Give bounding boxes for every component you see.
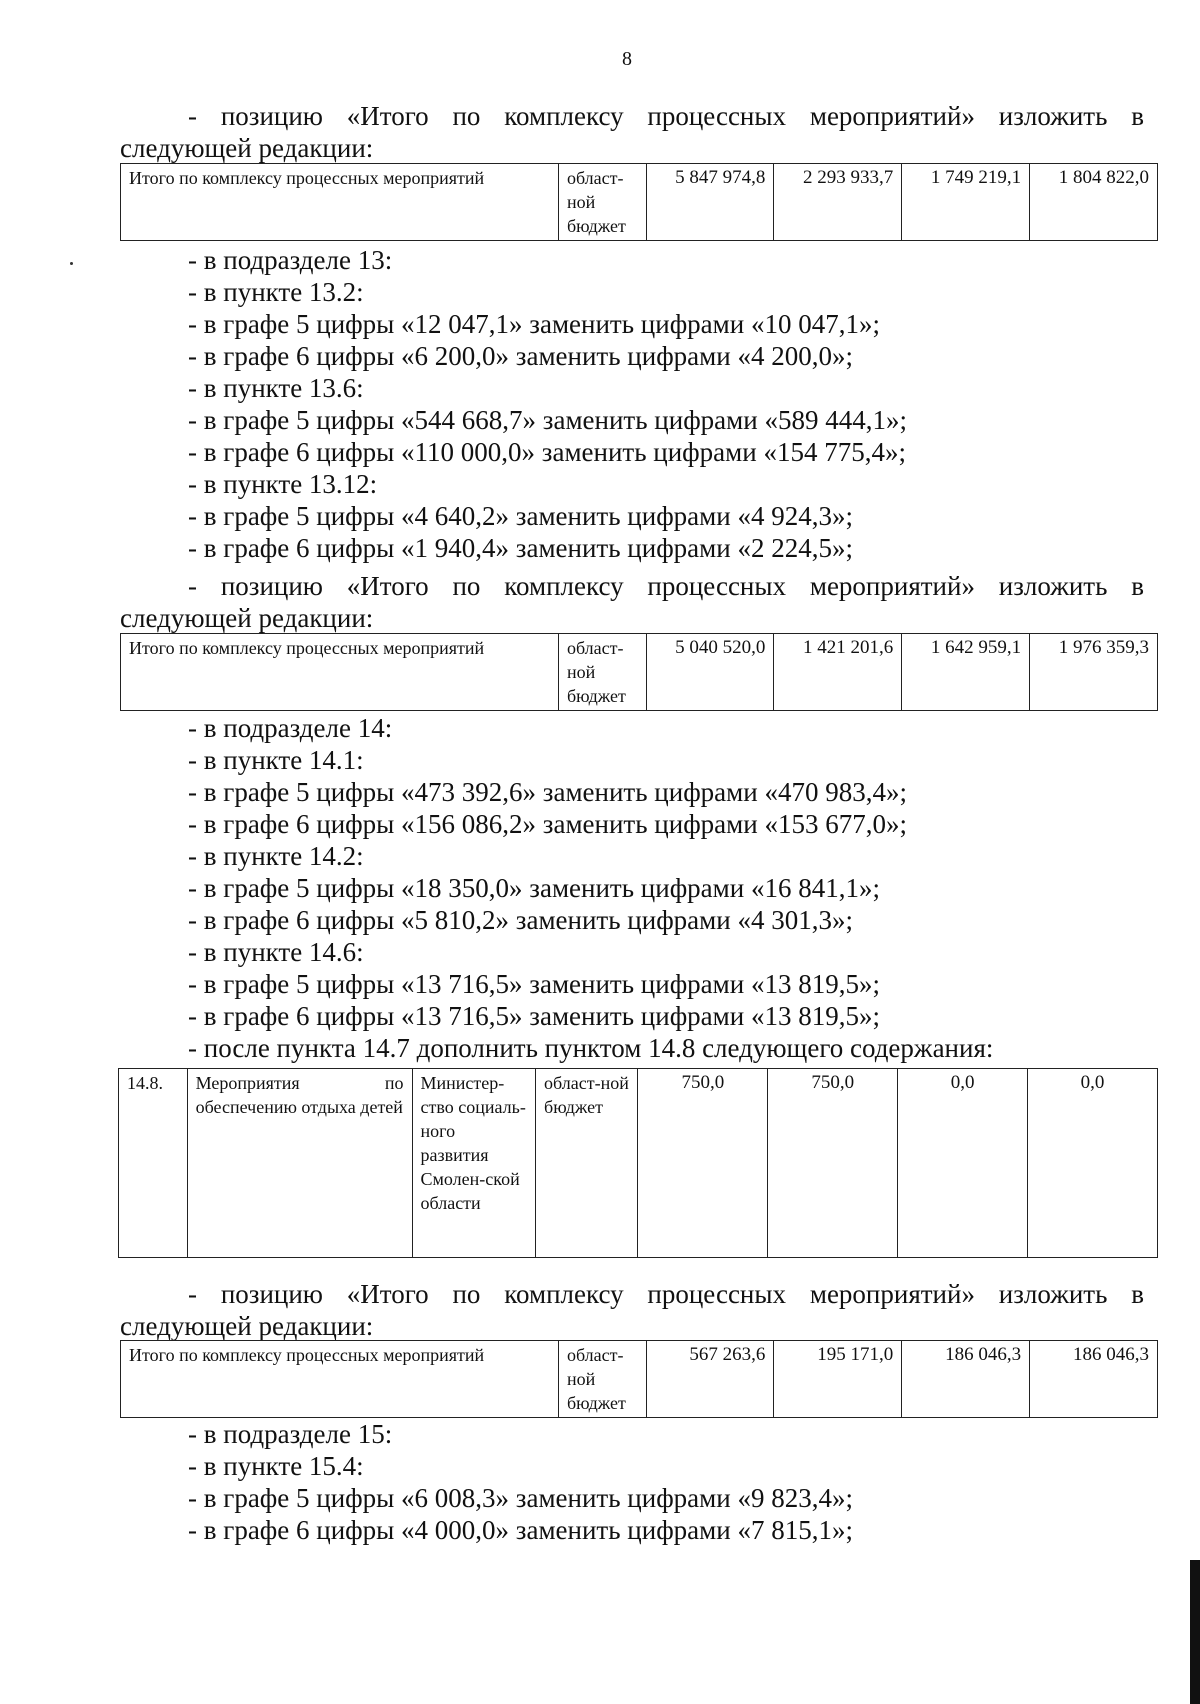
intro-3-line-2: следующей редакции: [120, 1311, 374, 1341]
scan-edge-mark [1190, 1560, 1200, 1704]
value-col-2: 195 171,0 [774, 1341, 902, 1418]
intro-2-line-1: - позицию «Итого по комплексу процессных мероприятий» изложить в [188, 571, 1144, 601]
amendment-line: - в графе 6 цифры «5 810,2» заменить цифрами «4 301,3»; [188, 905, 853, 935]
value-col-1: 5 847 974,8 [646, 164, 774, 241]
value-col-1: 5 040 520,0 [646, 634, 774, 711]
amendment-line: - в графе 5 цифры «6 008,3» заменить цифрами «9 823,4»; [188, 1483, 853, 1513]
amendment-line: - в графе 5 цифры «12 047,1» заменить цифрами «10 047,1»; [188, 309, 880, 339]
amendment-line: - в подразделе 15: [188, 1419, 393, 1449]
amendment-line: - в пункте 14.6: [188, 937, 364, 967]
amendment-line: - в подразделе 14: [188, 713, 393, 743]
amendment-line: - в пункте 15.4: [188, 1451, 364, 1481]
value-col-2: 750,0 [768, 1069, 898, 1258]
value-col-4: 1 804 822,0 [1030, 164, 1158, 241]
amendment-line: - в графе 6 цифры «13 716,5» заменить цифрами «13 819,5»; [188, 1001, 880, 1031]
value-col-1: 567 263,6 [646, 1341, 774, 1418]
margin-dot [70, 262, 73, 265]
intro-2-line-2: следующей редакции: [120, 603, 374, 633]
amendment-line: - в графе 6 цифры «6 200,0» заменить цифрами «4 200,0»; [188, 341, 853, 371]
intro-1-line-2: следующей редакции: [120, 133, 374, 163]
amendment-line: - в графе 5 цифры «544 668,7» заменить цифрами «589 444,1»; [188, 405, 907, 435]
amendment-line: - в пункте 13.12: [188, 469, 378, 499]
value-col-3: 186 046,3 [902, 1341, 1030, 1418]
total-name-cell: Итого по комплексу процессных мероприятий [121, 634, 559, 711]
paragraph-intro-3 [120, 1278, 1144, 1342]
value-col-2: 1 421 201,6 [774, 634, 902, 711]
budget-source-cell: област-ной бюджет [558, 1341, 646, 1418]
value-col-2: 2 293 933,7 [774, 164, 902, 241]
budget-source-cell: област-ной бюджет [536, 1069, 638, 1258]
value-col-4: 186 046,3 [1030, 1341, 1158, 1418]
amendment-line: - в пункте 13.2: [188, 277, 364, 307]
amendment-line: - в графе 5 цифры «13 716,5» заменить цифрами «13 819,5»; [188, 969, 880, 999]
value-col-4: 0,0 [1028, 1069, 1158, 1258]
value-col-3: 1 642 959,1 [902, 634, 1030, 711]
amendment-line: - в пункте 14.1: [188, 745, 364, 775]
budget-source-cell: област-ной бюджет [558, 164, 646, 241]
total-name-cell: Итого по комплексу процессных мероприятий [121, 164, 559, 241]
amendment-line: - в графе 5 цифры «473 392,6» заменить цифрами «470 983,4»; [188, 777, 907, 807]
page-number: 8 [622, 48, 632, 70]
amendment-line: - в пункте 13.6: [188, 373, 364, 403]
amendment-line: - в графе 6 цифры «4 000,0» заменить цифрами «7 815,1»; [188, 1515, 853, 1545]
amendment-line: - в графе 6 цифры «156 086,2» заменить цифрами «153 677,0»; [188, 809, 907, 839]
amendment-line: - в пункте 14.2: [188, 841, 364, 871]
executor-cell: Министер-ство социаль-ного развития Смолен-ской области [412, 1069, 536, 1258]
value-col-3: 1 749 219,1 [902, 164, 1030, 241]
total-table-1 [120, 163, 1158, 241]
amendment-line: - в подразделе 13: [188, 245, 393, 275]
amendment-line: - в графе 5 цифры «4 640,2» заменить цифрами «4 924,3»; [188, 501, 853, 531]
value-col-3: 0,0 [898, 1069, 1028, 1258]
intro-3-line-1: - позицию «Итого по комплексу процессных мероприятий» изложить в [188, 1279, 1144, 1309]
paragraph-intro-1 [120, 100, 1144, 164]
budget-source-cell: област-ной бюджет [558, 634, 646, 711]
amendment-line: - в графе 6 цифры «110 000,0» заменить цифрами «154 775,4»; [188, 437, 906, 467]
measure-table-14-8 [118, 1068, 1158, 1258]
amendment-line: - в графе 6 цифры «1 940,4» заменить цифрами «2 224,5»; [188, 533, 853, 563]
total-name-cell: Итого по комплексу процессных мероприятий [121, 1341, 559, 1418]
value-col-4: 1 976 359,3 [1030, 634, 1158, 711]
total-table-3 [120, 1340, 1158, 1418]
intro-1-line-1: - позицию «Итого по комплексу процессных мероприятий» изложить в [188, 101, 1144, 131]
amendment-line: - после пункта 14.7 дополнить пунктом 14.8 следующего содержания: [188, 1033, 994, 1063]
measure-name-cell: Мероприятия по обеспечению отдыха детей [187, 1069, 412, 1258]
total-table-2 [120, 633, 1158, 711]
paragraph-intro-2 [120, 570, 1144, 634]
measure-number-cell: 14.8. [119, 1069, 188, 1258]
amendment-line: - в графе 5 цифры «18 350,0» заменить цифрами «16 841,1»; [188, 873, 880, 903]
value-col-1: 750,0 [638, 1069, 768, 1258]
